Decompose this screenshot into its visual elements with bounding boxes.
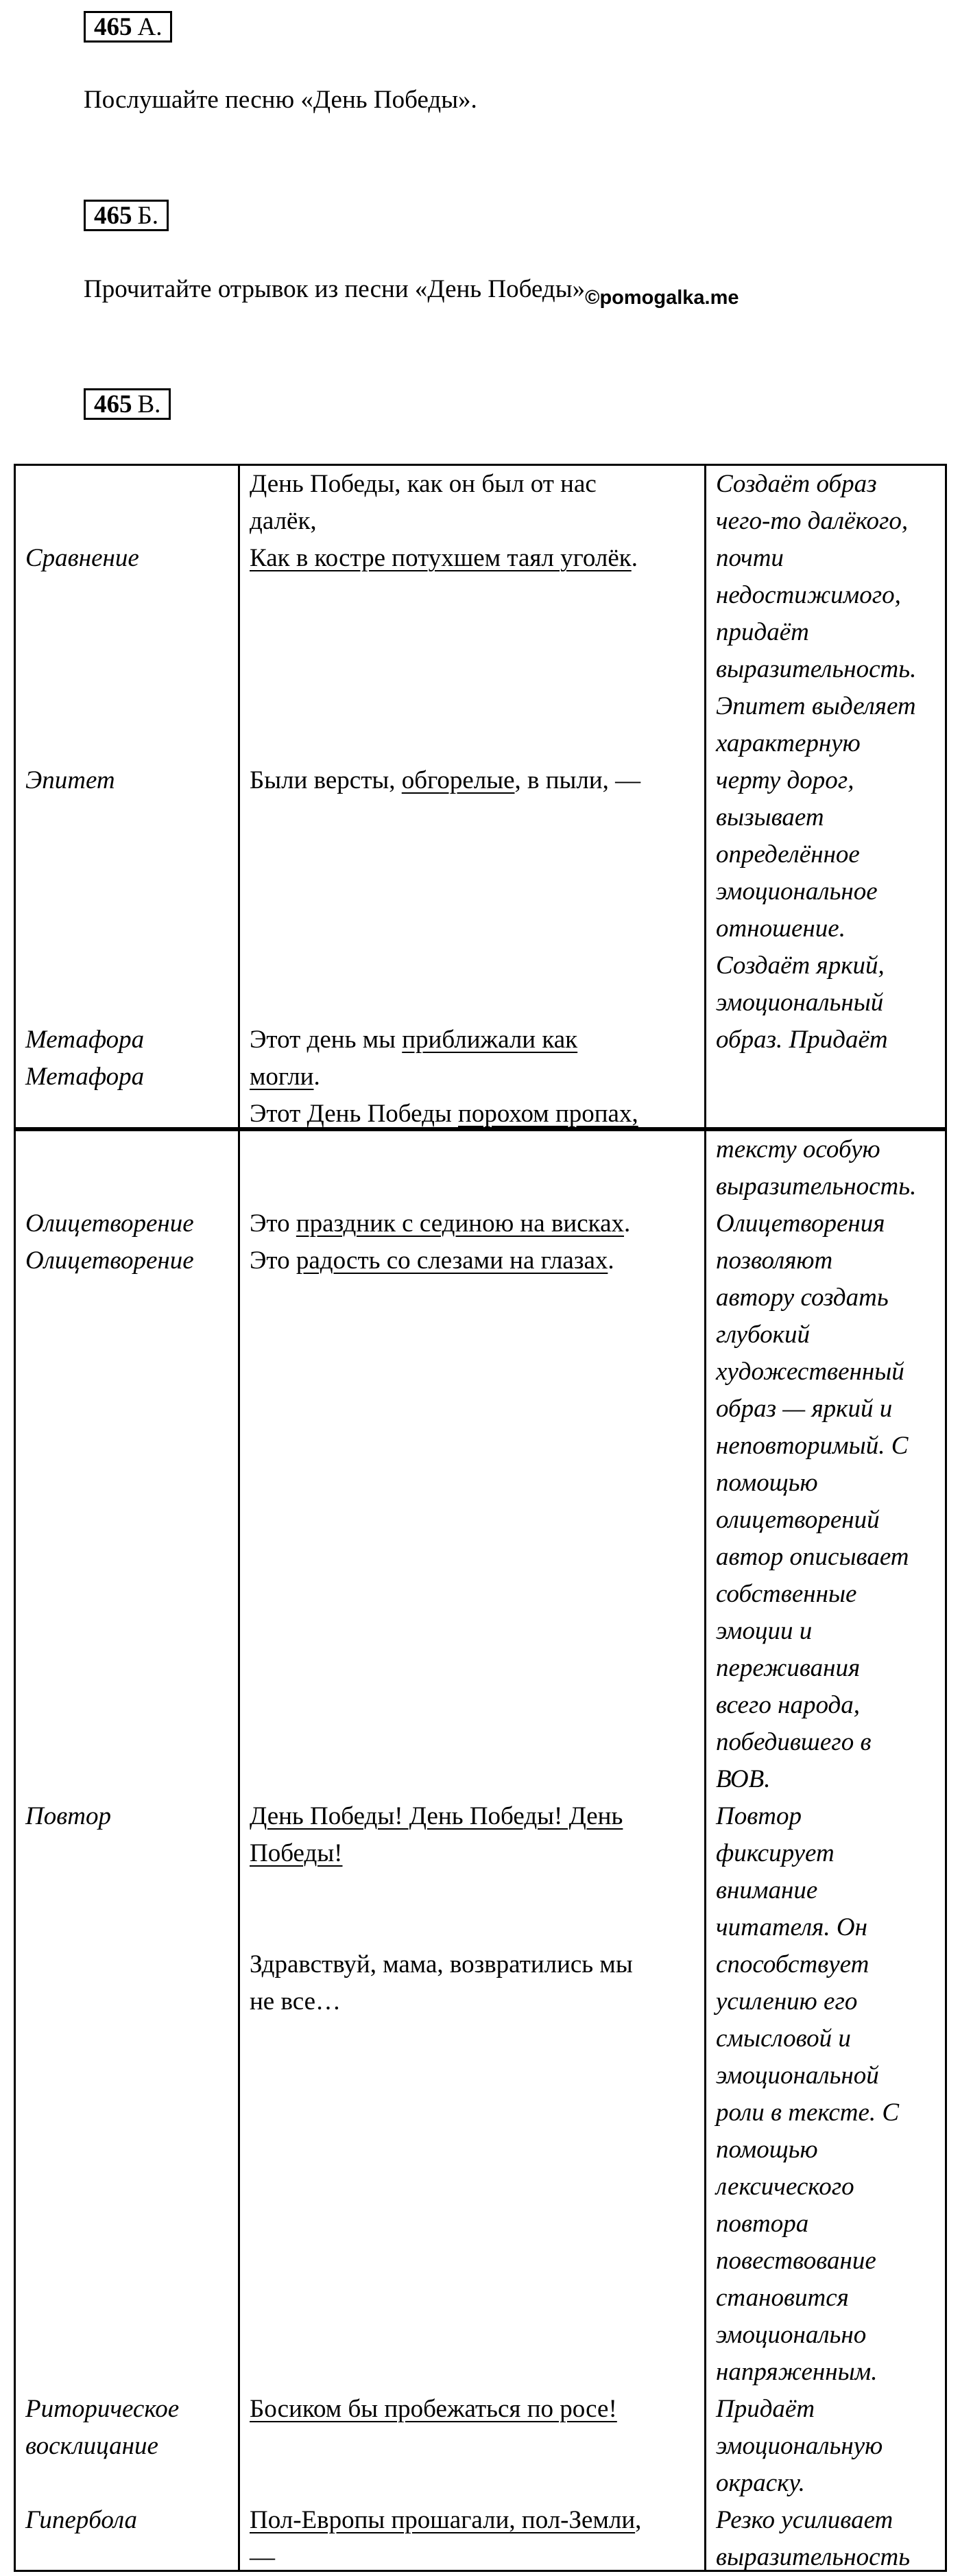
effect-line: напряженным. — [716, 2358, 878, 2386]
effect-line: Резко усиливает — [716, 2506, 893, 2534]
hyperbole-highlight: Пол-Европы прошагали, пол-Земли — [250, 2506, 636, 2534]
terms-column — [15, 465, 239, 1129]
effect-line: Придаёт — [716, 2395, 815, 2423]
effects-column — [706, 465, 946, 1129]
task-number-465a — [84, 11, 172, 43]
song-line: далёк, — [250, 507, 317, 535]
song-line — [250, 1242, 695, 1279]
effect-line: всего народа, — [716, 1691, 860, 1719]
effect-line: повествование — [716, 2247, 876, 2275]
task-a-text: Послушайте песню «День Победы». — [84, 86, 477, 114]
term-rhetorical: Риторическое — [25, 2395, 180, 2423]
effect-line: черту дорог, — [716, 766, 854, 794]
effect-line: глубокий — [716, 1321, 810, 1349]
effect-line: способствует — [716, 1950, 869, 1978]
effect-line: переживания — [716, 1654, 861, 1682]
effect-line: читателя. Он — [716, 1913, 867, 1941]
song-line — [250, 762, 695, 799]
effect-line: внимание — [716, 1876, 818, 1904]
term-repetition: Повтор — [25, 1802, 112, 1830]
effect-line: вызывает — [716, 803, 824, 831]
effect-line: придаёт — [716, 618, 809, 646]
task-number-465c — [84, 388, 171, 420]
effect-line: помощью — [716, 2136, 818, 2164]
effect-line: недостижимого, — [716, 581, 901, 609]
term-epithet: Эпитет — [25, 766, 115, 794]
punctuation: . — [608, 1246, 614, 1275]
effect-line: эмоции и — [716, 1617, 813, 1645]
examples-column — [239, 1131, 706, 2571]
effect-line: помощью — [716, 1469, 818, 1497]
effect-line: лексического — [716, 2173, 854, 2201]
effect-line: тексту особую — [716, 1135, 880, 1163]
text-fragment: Этот День Победы — [250, 1100, 459, 1128]
song-line — [250, 2391, 695, 2428]
term-hyperbole: Гипербола — [25, 2506, 138, 2534]
term-metaphor: Метафора — [25, 1026, 145, 1054]
song-line: не все… — [250, 1987, 341, 2016]
punctuation: . — [313, 1063, 320, 1091]
task-number: 465 — [94, 390, 132, 418]
analysis-table-part2 — [14, 1129, 947, 2572]
effect-line: автор описывает — [716, 1543, 909, 1571]
effect-line: определённое — [716, 840, 860, 868]
effect-line: художественный — [716, 1358, 904, 1386]
effects-column — [706, 1131, 946, 2571]
effect-line: характерную — [716, 729, 861, 757]
effect-line: Создаёт образ — [716, 470, 877, 498]
metaphor-highlight: могли — [250, 1063, 314, 1091]
repetition-highlight: Победы! — [250, 1839, 343, 1867]
task-number: 465 — [94, 201, 132, 230]
effect-line: Олицетворения — [716, 1209, 885, 1238]
text-fragment: Это — [250, 1246, 296, 1275]
task-b-text — [84, 274, 739, 310]
effect-line: собственные — [716, 1580, 857, 1608]
effect-line: олицетворений — [716, 1506, 880, 1534]
task-number: 465 — [94, 12, 132, 41]
effect-line: Повтор — [716, 1802, 802, 1830]
examples-column — [239, 465, 706, 1129]
song-line: День Победы, как он был от нас — [250, 470, 597, 498]
effect-line: эмоциональное — [716, 877, 878, 906]
effect-line: окраску. — [716, 2469, 805, 2497]
song-line — [250, 1059, 695, 1096]
metaphor-highlight: порохом пропах, — [458, 1100, 638, 1128]
effect-line: повтора — [716, 2210, 809, 2238]
term-personification: Олицетворение — [25, 1209, 194, 1238]
song-line — [250, 1835, 695, 1872]
song-line — [250, 2502, 695, 2539]
effect-line: усилению его — [716, 1987, 858, 2016]
task-letter: В. — [137, 390, 161, 418]
effect-line: выразительность. — [716, 655, 917, 683]
effect-line: эмоциональную — [716, 2432, 883, 2460]
effect-line: смысловой и — [716, 2024, 851, 2053]
effect-line: выразительность. — [716, 1172, 917, 1201]
effect-line: эмоциональной — [716, 2061, 879, 2090]
effect-line: Создаёт яркий, — [716, 952, 885, 980]
effect-line: Эпитет выделяет — [716, 692, 916, 720]
song-line — [250, 1096, 695, 1133]
term-exclamation: восклицание — [25, 2432, 158, 2460]
punctuation: . — [631, 544, 638, 572]
metaphor-highlight: приближали как — [402, 1026, 578, 1054]
song-line — [250, 1798, 695, 1835]
song-line — [250, 540, 695, 577]
task-letter: Б. — [137, 201, 158, 230]
effect-line: ВОВ. — [716, 1765, 771, 1793]
text-fragment: , в пыли, — — [514, 766, 641, 794]
text-fragment: Были версты, — [250, 766, 402, 794]
effect-line: роли в тексте. С — [716, 2099, 900, 2127]
text-fragment: Этот день мы — [250, 1026, 403, 1054]
song-line — [250, 1205, 695, 1242]
effect-line: образ. Придаёт — [716, 1026, 888, 1054]
effect-line: неповторимый. С — [716, 1432, 909, 1460]
effect-line: фиксирует — [716, 1839, 835, 1867]
effect-line: позволяют — [716, 1246, 833, 1275]
analysis-table-part1 — [14, 464, 947, 1129]
punctuation: . — [624, 1209, 631, 1238]
term-metaphor: Метафора — [25, 1063, 145, 1091]
task-number-465b — [84, 200, 169, 231]
effect-line: выразительность — [716, 2543, 911, 2571]
comparison-highlight: Как в костре потухшем таял уголёк — [250, 544, 632, 572]
personification-highlight: праздник с сединою на висках — [296, 1209, 624, 1238]
song-line — [250, 1021, 695, 1059]
term-personification: Олицетворение — [25, 1246, 194, 1275]
personification-highlight: радость со слезами на глазах — [296, 1246, 608, 1275]
effect-line: автору создать — [716, 1284, 889, 1312]
effect-line: отношение. — [716, 914, 845, 943]
effect-line: эмоционально — [716, 2321, 867, 2349]
song-line: — — [250, 2543, 275, 2571]
epithet-highlight: обгорелые — [401, 766, 515, 794]
term-comparison: Сравнение — [25, 544, 139, 572]
watermark: ©pomogalka.me — [585, 287, 739, 309]
effect-line: победившего в — [716, 1728, 872, 1756]
text-fragment: Это — [250, 1209, 296, 1238]
song-line: Здравствуй, мама, возвратились мы — [250, 1950, 633, 1978]
effect-line: почти — [716, 544, 784, 572]
exclamation-highlight: Босиком бы пробежаться по росе! — [250, 2395, 617, 2423]
effect-line: чего-то далёкого, — [716, 507, 909, 535]
terms-column — [15, 1131, 239, 2571]
effect-line: становится — [716, 2284, 849, 2312]
effect-line: образ — яркий и — [716, 1395, 893, 1423]
task-letter: А. — [137, 12, 163, 41]
task-b-instruction: Прочитайте отрывок из песни «День Победы» — [84, 275, 586, 303]
punctuation: , — [635, 2506, 642, 2534]
repetition-highlight: День Победы! День Победы! День — [250, 1802, 623, 1830]
effect-line: эмоциональный — [716, 989, 884, 1017]
